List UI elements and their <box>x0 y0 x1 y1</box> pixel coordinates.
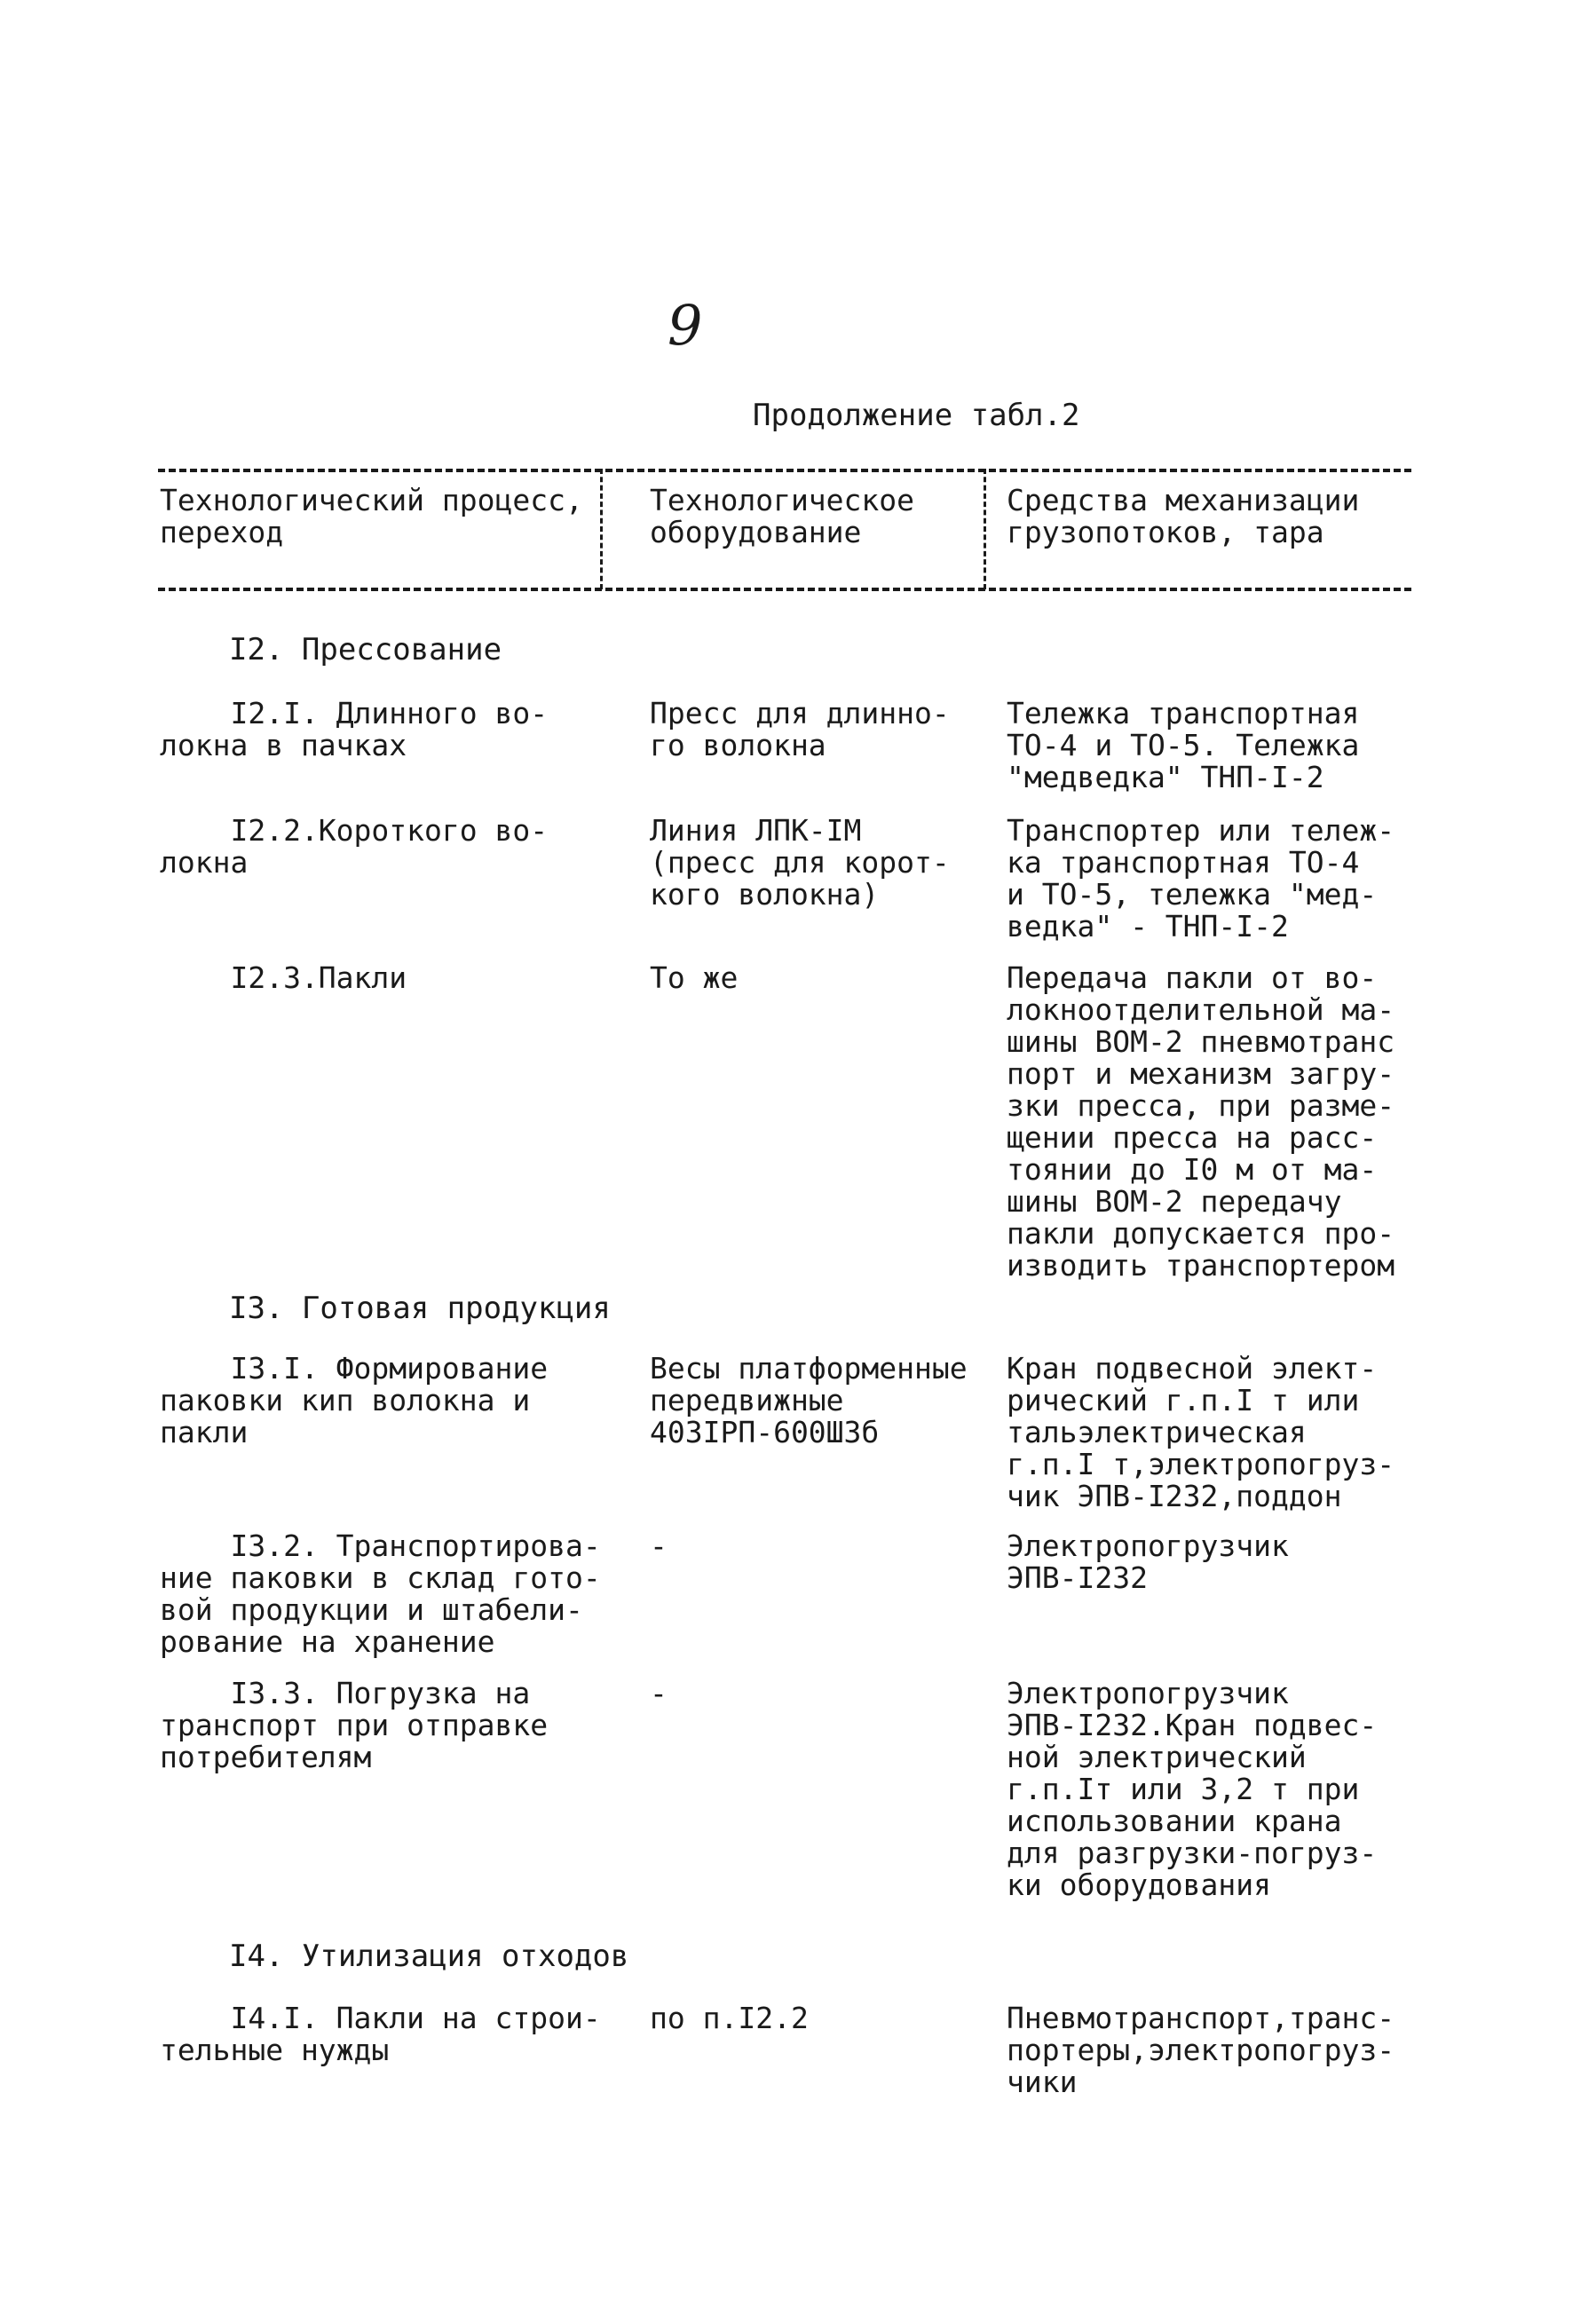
row-13-2-means: Электропогрузчик ЭПВ-I232 <box>1007 1528 1289 1595</box>
row-12-3-equipment: То же <box>650 960 739 995</box>
row-13-2-equipment: - <box>650 1528 668 1563</box>
table-top-rule <box>158 469 1411 472</box>
row-13-1-means: Кран подвесной элект- рический г.п.I т или тальэлектрическая г.п.I т,электропогруз- чик ЭПВ-I232,поддон <box>1007 1351 1395 1513</box>
row-13-3-process: I3.3. Погрузка на транспорт при отправке потребителям <box>160 1676 549 1774</box>
table-header-rule <box>158 588 1411 591</box>
row-12-2-means: Транспортер или тележ- ка транспортная ТО-4 и ТО-5, тележка "мед- ведка" - ТНП-I-2 <box>1007 813 1395 944</box>
row-13-3-means: Электропогрузчик ЭПВ-I232.Кран подвес- ной электрический г.п.Iт или 3,2 т при использовании крана для разгрузки-погруз- ки оборудования <box>1007 1676 1378 1902</box>
row-13-3-equipment: - <box>650 1676 668 1710</box>
section-title-finished-products: I3. Готовая продукция <box>229 1291 611 1326</box>
row-12-2-equipment: Линия ЛПК-IМ (пресс для корот- кого волокна) <box>650 813 950 912</box>
row-12-3-process: I2.3.Пакли <box>160 960 407 995</box>
row-12-1-means: Тележка транспортная ТО-4 и ТО-5. Тележка "медведка" ТНП-I-2 <box>1007 696 1360 794</box>
row-13-1-equipment: Весы платформенные передвижные 403IРП-600Ш3б <box>650 1351 968 1449</box>
page-number: 9 <box>668 293 703 358</box>
header-means: Средства механизации грузопотоков, тара <box>1007 483 1360 549</box>
row-12-3-means: Передача пакли от во- локноотделительной ма- шины ВОМ-2 пневмотранс порт и механизм загру- зки пресса, при разме- щении пресса на расс- тоянии до I0 м от ма- шины ВОМ-2 передачу пакли допускается про- изводить транспортером <box>1007 960 1395 1283</box>
row-14-1-means: Пневмотранспорт,транс- портеры,электропогруз- чики <box>1007 2001 1395 2099</box>
row-13-2-process: I3.2. Транспортирова- ние паковки в склад гото- вой продукции и штабели- рование на хранение <box>160 1528 601 1659</box>
row-12-2-process: I2.2.Короткого во- локна <box>160 813 549 880</box>
row-13-1-process: I3.I. Формирование паковки кип волокна и пакли <box>160 1351 549 1449</box>
header-equipment: Технологическое оборудование <box>650 483 915 549</box>
row-12-1-process: I2.I. Длинного во- локна в пачках <box>160 696 549 762</box>
row-12-1-equipment: Пресс для длинно- го волокна <box>650 696 950 762</box>
section-title-pressing: I2. Прессование <box>229 632 502 667</box>
table-caption: Продолжение табл.2 <box>753 398 1080 433</box>
row-14-1-process: I4.I. Пакли на строи- тельные нужды <box>160 2001 601 2067</box>
section-title-waste-utilization: I4. Утилизация отходов <box>229 1939 629 1974</box>
column-separator-2 <box>984 469 986 589</box>
row-14-1-equipment: по п.I2.2 <box>650 2001 809 2035</box>
column-separator-1 <box>600 469 603 589</box>
header-process: Технологический процесс, переход <box>160 483 583 549</box>
